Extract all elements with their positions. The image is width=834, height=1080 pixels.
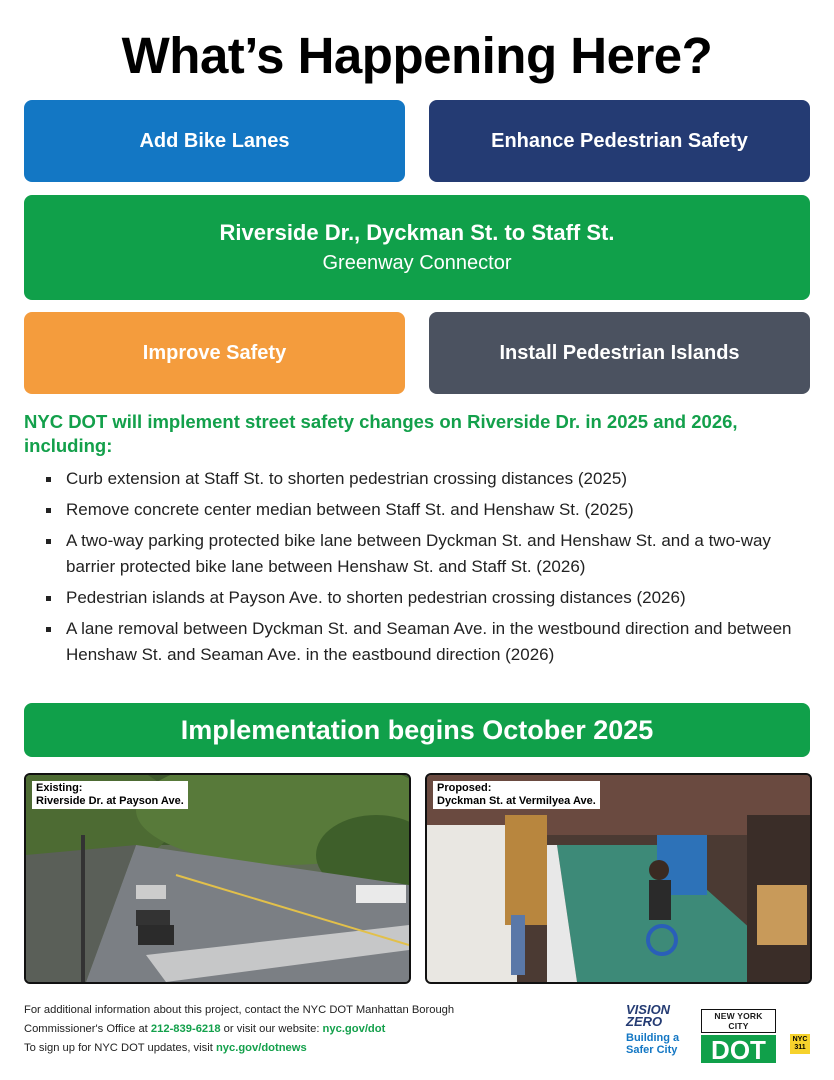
- install-pedestrian-islands-box: Install Pedestrian Islands: [429, 312, 810, 394]
- dot-wordmark: [701, 1035, 776, 1063]
- new-york-city-label: NEW YORK CITY: [701, 1009, 776, 1033]
- list-item: A two-way parking protected bike lane between Dyckman St. and Henshaw St. and a two-way barrier protected bike lane between Henshaw St. and Staff St. (2026): [44, 528, 819, 580]
- footer-text: Commissioner's Office at: [24, 1023, 151, 1035]
- project-location-title: Riverside Dr., Dyckman St. to Staff St.: [219, 220, 615, 245]
- footer-line-1: For additional information about this project, contact the NYC DOT Manhattan Borough: [24, 1004, 455, 1016]
- existing-label: Existing:: [36, 782, 83, 794]
- enhance-pedestrian-safety-box: Enhance Pedestrian Safety: [429, 100, 810, 182]
- updates-link[interactable]: nyc.gov/dotnews: [215, 1042, 307, 1054]
- nyc-311-line-2: 311: [794, 1044, 806, 1051]
- footer-line-2: [24, 1020, 544, 1039]
- contact-footer: [24, 1001, 544, 1058]
- proposed-label: Proposed:: [437, 782, 492, 794]
- project-location-box: [24, 195, 810, 300]
- existing-photo: [24, 773, 411, 984]
- implementation-banner: Implementation begins October 2025: [24, 703, 810, 757]
- proposed-caption: [433, 781, 600, 809]
- building-line-2: Safer City: [626, 1044, 678, 1056]
- vision-zero-logo: [626, 1004, 696, 1056]
- nyc-311-line-1: NYC: [792, 1036, 808, 1043]
- add-bike-lanes-box: Add Bike Lanes: [24, 100, 405, 182]
- phone-number[interactable]: 212-839-6218: [150, 1023, 221, 1035]
- project-location-subtitle: Greenway Connector: [322, 252, 512, 274]
- improve-safety-box: Improve Safety: [24, 312, 405, 394]
- page-title: What’s Happening Here?: [121, 27, 713, 84]
- proposed-location: Dyckman St. at Vermilyea Ave.: [437, 795, 596, 807]
- list-item: A lane removal between Dyckman St. and Seaman Ave. in the westbound direction and between Henshaw St. and Seaman Ave. in the eastbound direction (2026): [44, 616, 819, 668]
- intro-statement: NYC DOT will implement street safety changes on Riverside Dr. in 2025 and 2026, including:: [24, 411, 738, 456]
- dot-logo-icon: [701, 1035, 776, 1063]
- building-line-1: Building a: [626, 1032, 680, 1044]
- nyc-311-badge: [790, 1034, 810, 1054]
- changes-list: [44, 466, 819, 673]
- existing-location: Riverside Dr. at Payson Ave.: [36, 795, 184, 807]
- footer-text: or visit our website:: [220, 1023, 323, 1035]
- existing-caption: [32, 781, 188, 809]
- dot-logo-text: DOT: [711, 1035, 766, 1063]
- list-item: Pedestrian islands at Payson Ave. to shorten pedestrian crossing distances (2026): [44, 585, 819, 611]
- proposed-photo: [425, 773, 812, 984]
- list-item: Remove concrete center median between Staff St. and Henshaw St. (2025): [44, 497, 819, 523]
- footer-line-3: [24, 1039, 544, 1058]
- footer-text: To sign up for NYC DOT updates, visit: [24, 1042, 216, 1054]
- list-item: Curb extension at Staff St. to shorten pedestrian crossing distances (2025): [44, 466, 819, 492]
- nyc-dot-logo: [701, 1009, 776, 1063]
- vision-zero-wordmark: VISION ZERO: [626, 1002, 671, 1029]
- website-link[interactable]: nyc.gov/dot: [322, 1023, 386, 1035]
